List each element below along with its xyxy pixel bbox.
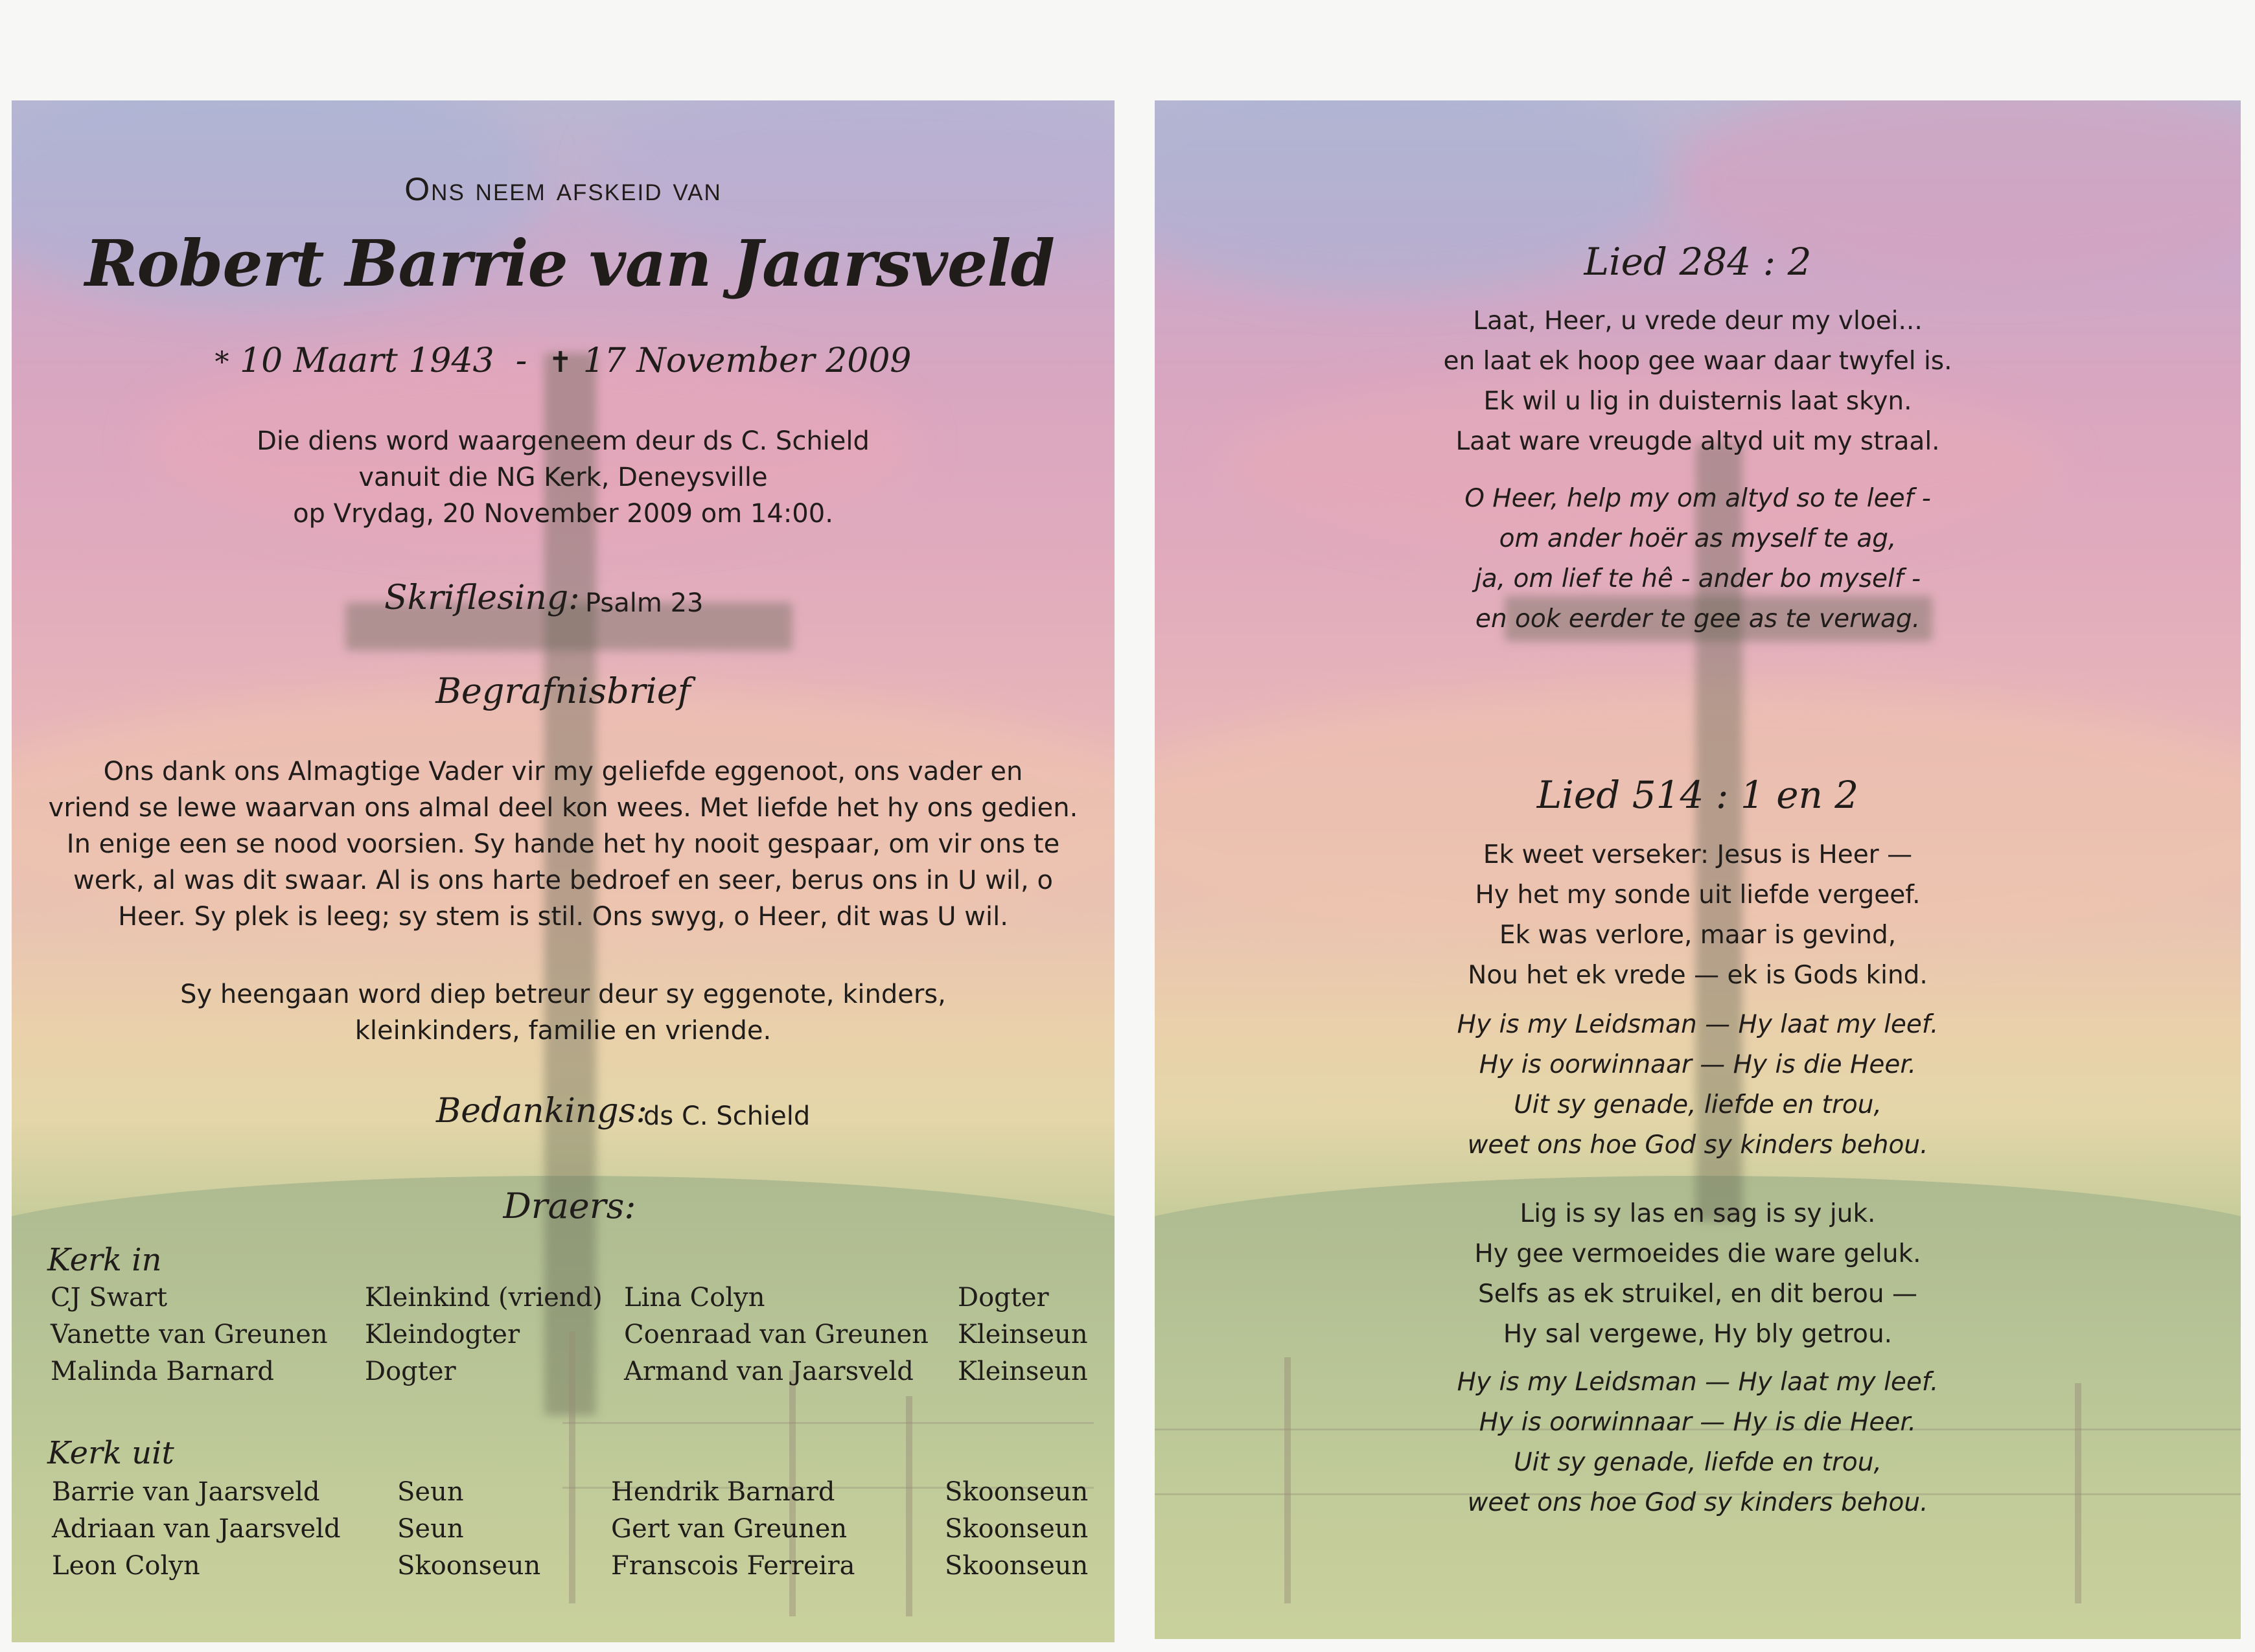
bearer-name: Armand van Jaarsveld bbox=[624, 1357, 914, 1386]
death-date: 17 November 2009 bbox=[583, 341, 912, 380]
letter-title: Begrafnisbrief bbox=[435, 671, 691, 711]
bearer-relation: Skoonseun bbox=[945, 1477, 1089, 1507]
bearer-relation: Skoonseun bbox=[945, 1551, 1089, 1581]
kerk-in-label: Kerk in bbox=[47, 1242, 162, 1278]
kerk-uit-label: Kerk uit bbox=[47, 1435, 174, 1471]
letter-line: In enige een se nood voorsien. Sy hande het hy nooit gespaar, om vir ons te bbox=[66, 829, 1060, 859]
reading-label: Skriflesing: bbox=[384, 579, 580, 617]
cross-symbol-icon: ✝ bbox=[548, 346, 573, 379]
bearer-name: Adriaan van Jaarsveld bbox=[52, 1514, 341, 1544]
bearer-name: CJ Swart bbox=[51, 1283, 168, 1313]
date-separator: - bbox=[515, 341, 527, 380]
left-page bbox=[12, 100, 1115, 1642]
hymn-line: Uit sy genade, liefde en trou, bbox=[1514, 1090, 1882, 1119]
mourn-line: kleinkinders, familie en vriende. bbox=[354, 1016, 772, 1046]
hymn-line: Ek weet verseker: Jesus is Heer — bbox=[1483, 840, 1913, 869]
bearer-name: Franscois Ferreira bbox=[611, 1551, 855, 1581]
bearer-name: Vanette van Greunen bbox=[51, 1320, 328, 1349]
bearer-name: Coenraad van Greunen bbox=[624, 1320, 929, 1349]
letter-line: Ons dank ons Almagtige Vader vir my geliefde eggenoot, ons vader en bbox=[103, 757, 1023, 786]
hymn-line: om ander hoër as myself te ag, bbox=[1499, 524, 1897, 553]
hymn-line: O Heer, help my om altyd so te leef - bbox=[1464, 484, 1931, 513]
hymn-line: Hy het my sonde uit liefde vergeef. bbox=[1475, 880, 1921, 910]
deceased-name: Robert Barrie van Jaarsveld bbox=[84, 227, 1055, 301]
hymn-line: en ook eerder te gee as te verwag. bbox=[1475, 604, 1921, 634]
hymn-line: Hy is oorwinnaar — Hy is die Heer. bbox=[1479, 1408, 1917, 1437]
bearer-name: Leon Colyn bbox=[52, 1551, 200, 1581]
bearer-relation: Seun bbox=[397, 1514, 464, 1544]
hymn-line: Selfs as ek struikel, en dit berou — bbox=[1478, 1279, 1917, 1309]
hymn-line: Hy is oorwinnaar — Hy is die Heer. bbox=[1479, 1050, 1917, 1079]
life-dates bbox=[12, 341, 1115, 380]
hymn-line: en laat ek hoop gee waar daar twyfel is. bbox=[1443, 347, 1952, 376]
hymn-title: Lied 284 : 2 bbox=[1584, 240, 1812, 284]
page-header: Ons neem afskeid van bbox=[404, 171, 722, 207]
bearer-relation: Kleinseun bbox=[958, 1320, 1088, 1349]
bearer-relation: Dogter bbox=[958, 1283, 1049, 1313]
bearer-name: Barrie van Jaarsveld bbox=[52, 1477, 320, 1507]
bearer-relation: Kleinkind (vriend) bbox=[365, 1283, 603, 1313]
hymn-line: Hy sal vergewe, Hy bly getrou. bbox=[1503, 1320, 1893, 1349]
letter-line: vriend se lewe waarvan ons almal deel kon wees. Met liefde het hy ons gedien. bbox=[48, 793, 1078, 823]
right-page bbox=[1155, 100, 2241, 1639]
bearer-relation: Skoonseun bbox=[397, 1551, 541, 1581]
hymn-line: Ek was verlore, maar is gevind, bbox=[1499, 921, 1897, 950]
bearer-name: Gert van Greunen bbox=[611, 1514, 848, 1544]
hymn-line: ja, om lief te hê - ander bo myself - bbox=[1474, 564, 1921, 593]
hymn-line: Nou het ek vrede — ek is Gods kind. bbox=[1468, 961, 1928, 990]
hymn-line: Laat, Heer, u vrede deur my vloei... bbox=[1473, 306, 1923, 336]
service-line: op Vrydag, 20 November 2009 om 14:00. bbox=[293, 499, 833, 529]
bearer-relation: Skoonseun bbox=[945, 1514, 1089, 1544]
hymn-line: Laat ware vreugde altyd uit my straal. bbox=[1455, 427, 1940, 456]
letter-line: Heer. Sy plek is leeg; sy stem is stil. Ons swyg, o Heer, dit was U wil. bbox=[118, 902, 1008, 932]
letter-line: werk, al was dit swaar. Al is ons harte bedroef en seer, berus ons in U wil, o bbox=[73, 866, 1053, 895]
reading-value: Psalm 23 bbox=[585, 588, 704, 618]
thanks-value: ds C. Schield bbox=[643, 1101, 811, 1131]
service-line: Die diens word waargeneem deur ds C. Schield bbox=[257, 426, 870, 456]
bearer-relation: Dogter bbox=[365, 1357, 456, 1386]
hymn-line: weet ons hoe God sy kinders behou. bbox=[1467, 1130, 1928, 1160]
hymn-title: Lied 514 : 1 en 2 bbox=[1536, 773, 1859, 817]
bearer-name: Lina Colyn bbox=[624, 1283, 765, 1313]
hymn-line: Lig is sy las en sag is sy juk. bbox=[1520, 1199, 1876, 1228]
right-content bbox=[1155, 100, 2241, 1639]
bearer-relation: Kleinseun bbox=[958, 1357, 1088, 1386]
bearer-name: Hendrik Barnard bbox=[611, 1477, 835, 1507]
bearer-relation: Kleindogter bbox=[365, 1320, 520, 1349]
mourn-line: Sy heengaan word diep betreur deur sy eggenote, kinders, bbox=[180, 980, 946, 1009]
hymn-line: Hy gee vermoeides die ware geluk. bbox=[1474, 1239, 1921, 1268]
bearer-relation: Seun bbox=[397, 1477, 464, 1507]
hymn-line: Hy is my Leidsman — Hy laat my leef. bbox=[1457, 1368, 1939, 1397]
hymn-line: Uit sy genade, liefde en trou, bbox=[1514, 1448, 1882, 1477]
hymn-line: Hy is my Leidsman — Hy laat my leef. bbox=[1457, 1010, 1939, 1039]
star-icon: * bbox=[214, 346, 229, 379]
bearers-title: Draers: bbox=[503, 1186, 636, 1226]
bearer-name: Malinda Barnard bbox=[51, 1357, 275, 1386]
hymn-line: weet ons hoe God sy kinders behou. bbox=[1467, 1488, 1928, 1517]
service-line: vanuit die NG Kerk, Deneysville bbox=[358, 463, 768, 492]
left-content bbox=[12, 100, 1115, 1642]
thanks-label: Bedankings: bbox=[436, 1092, 647, 1130]
birth-date: 10 Maart 1943 bbox=[240, 341, 494, 380]
hymn-line: Ek wil u lig in duisternis laat skyn. bbox=[1483, 387, 1912, 416]
